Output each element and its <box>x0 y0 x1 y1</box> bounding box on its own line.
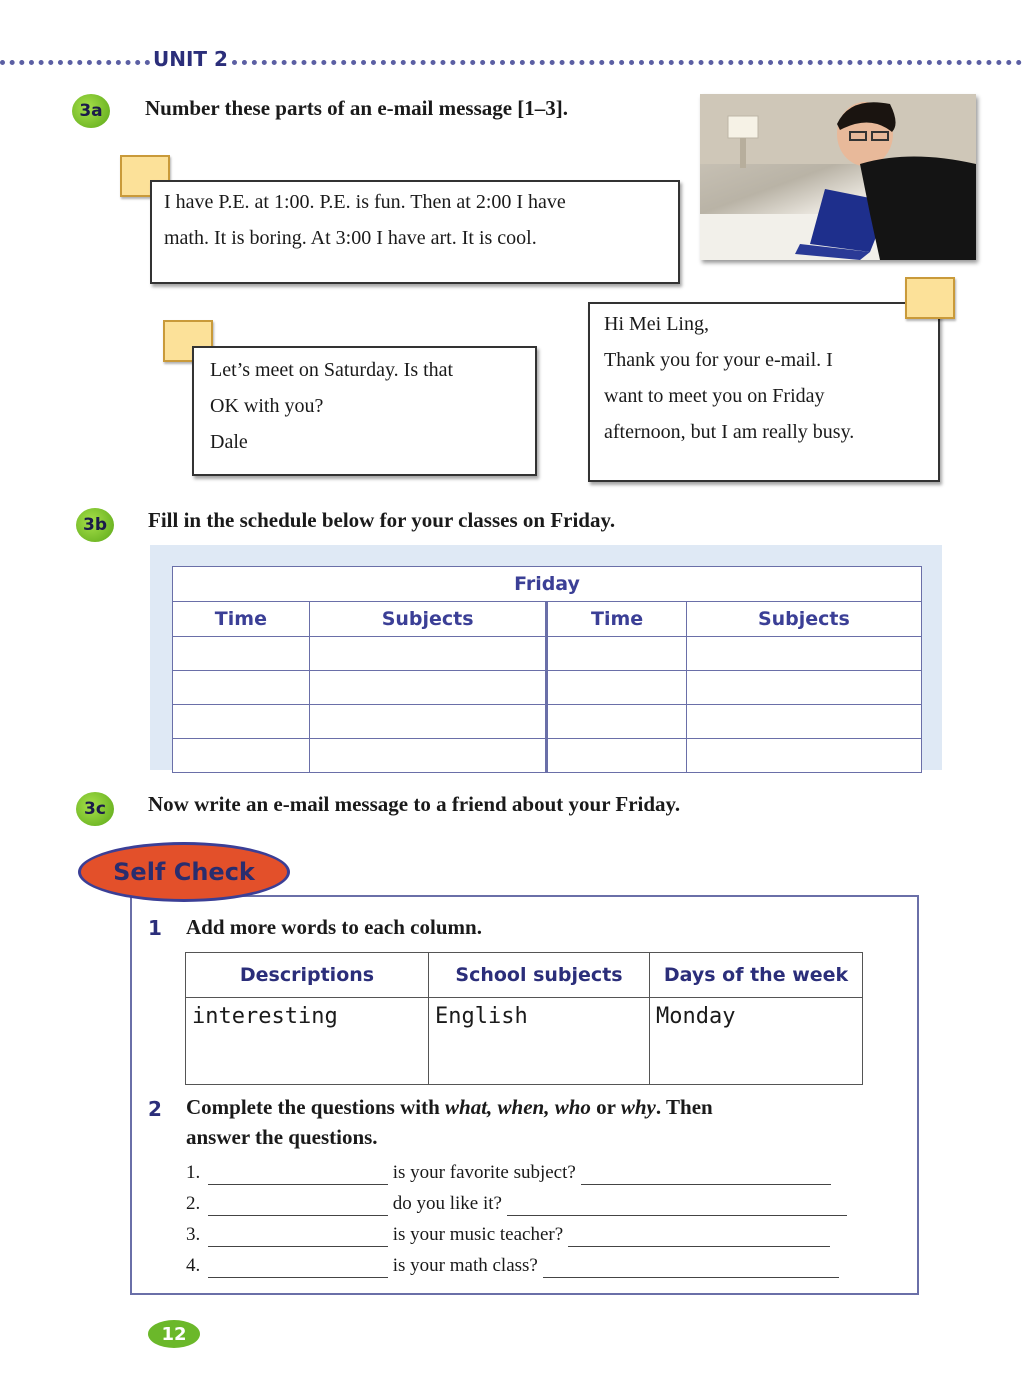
answer-blank[interactable] <box>568 1224 830 1247</box>
question-item <box>186 1193 847 1216</box>
email-part-closing <box>192 346 537 476</box>
question-2-text-line2: answer the questions. <box>186 1125 378 1149</box>
schedule-cell[interactable] <box>173 739 310 773</box>
schedule-header-subjects: Subjects <box>686 602 921 637</box>
friday-schedule-table <box>172 566 922 773</box>
instruction-3c: Now write an e-mail message to a friend about your Friday. <box>148 792 681 816</box>
descriptions-cell[interactable]: interesting <box>186 998 429 1085</box>
badge-3b: 3b <box>76 508 114 542</box>
schedule-cell[interactable] <box>686 671 921 705</box>
unit-label: UNIT 2 <box>153 47 228 71</box>
header-dots-left <box>0 60 150 65</box>
item-number: 2. <box>186 1193 201 1214</box>
email-part-greeting <box>588 302 940 482</box>
schedule-header-time: Time <box>547 602 686 637</box>
note-line: OK with you? <box>210 395 324 417</box>
q2-text-a: Complete the questions with <box>186 1095 446 1119</box>
schedule-cell[interactable] <box>309 637 547 671</box>
school-subjects-cell[interactable]: English <box>429 998 650 1085</box>
note-line: Let’s meet on Saturday. Is that <box>210 359 454 381</box>
question-1-text: Add more words to each column. <box>186 915 482 939</box>
item-text: is your favorite subject? <box>392 1162 576 1183</box>
header-descriptions: Descriptions <box>186 953 429 998</box>
item-text: is your music teacher? <box>392 1224 564 1245</box>
answer-blank[interactable] <box>208 1224 388 1247</box>
word-columns-table <box>185 952 863 1085</box>
question-2-text <box>186 1095 713 1120</box>
schedule-row <box>173 671 922 705</box>
note-line: Hi Mei Ling, <box>604 313 709 335</box>
note-line: math. It is boring. At 3:00 I have art. It is cool. <box>164 227 537 249</box>
q2-or: or <box>590 1095 621 1119</box>
answer-blank[interactable] <box>581 1162 831 1185</box>
q2-text-b: . Then <box>655 1095 713 1119</box>
note-line: I have P.E. at 1:00. P.E. is fun. Then at 2:00 I have <box>164 191 566 213</box>
schedule-cell[interactable] <box>686 637 921 671</box>
note-line: Thank you for your e-mail. I <box>604 349 833 371</box>
q2-why: why <box>620 1095 656 1119</box>
schedule-cell[interactable] <box>547 637 686 671</box>
schedule-header-time: Time <box>173 602 310 637</box>
email-part-body <box>150 180 680 284</box>
schedule-cell[interactable] <box>309 671 547 705</box>
answer-blank[interactable] <box>208 1193 388 1216</box>
question-item <box>186 1162 831 1185</box>
instruction-3b: Fill in the schedule below for your classes on Friday. <box>148 508 616 532</box>
note-line: afternoon, but I am really busy. <box>604 421 855 443</box>
photo-boy-at-laptop <box>700 94 976 260</box>
question-2-number: 2 <box>148 1097 162 1121</box>
schedule-row <box>173 739 922 773</box>
answer-blank[interactable] <box>543 1255 839 1278</box>
header-school-subjects: School subjects <box>429 953 650 998</box>
schedule-cell[interactable] <box>547 671 686 705</box>
header-dots-right <box>232 60 1022 65</box>
item-number: 1. <box>186 1162 201 1183</box>
q2-words: what, when, who <box>445 1095 591 1119</box>
note-line: Dale <box>210 431 248 453</box>
item-text: do you like it? <box>392 1193 502 1214</box>
schedule-header-subjects: Subjects <box>309 602 547 637</box>
question-1-number: 1 <box>148 916 162 940</box>
days-cell[interactable]: Monday <box>650 998 863 1085</box>
header-days-of-week: Days of the week <box>650 953 863 998</box>
answer-blank[interactable] <box>208 1162 388 1185</box>
instruction-3a: Number these parts of an e-mail message [1–3]. <box>145 96 569 120</box>
item-number: 3. <box>186 1224 201 1245</box>
answer-box-3[interactable] <box>905 277 955 319</box>
item-number: 4. <box>186 1255 201 1276</box>
badge-3a: 3a <box>72 94 110 128</box>
schedule-cell[interactable] <box>686 705 921 739</box>
schedule-cell[interactable] <box>547 705 686 739</box>
self-check-label: Self Check <box>78 842 290 902</box>
schedule-cell[interactable] <box>309 739 547 773</box>
schedule-cell[interactable] <box>309 705 547 739</box>
question-item <box>186 1255 839 1278</box>
badge-3c: 3c <box>76 792 114 826</box>
boy-laptop-illustration <box>700 94 976 260</box>
schedule-cell[interactable] <box>547 739 686 773</box>
schedule-row <box>173 637 922 671</box>
question-item <box>186 1224 830 1247</box>
page-number: 12 <box>148 1320 200 1348</box>
item-text: is your math class? <box>392 1255 538 1276</box>
schedule-cell[interactable] <box>173 705 310 739</box>
answer-blank[interactable] <box>208 1255 388 1278</box>
answer-blank[interactable] <box>507 1193 847 1216</box>
schedule-cell[interactable] <box>686 739 921 773</box>
schedule-cell[interactable] <box>173 671 310 705</box>
schedule-row <box>173 705 922 739</box>
schedule-cell[interactable] <box>173 637 310 671</box>
schedule-title: Friday <box>173 567 922 602</box>
note-line: want to meet you on Friday <box>604 385 825 407</box>
